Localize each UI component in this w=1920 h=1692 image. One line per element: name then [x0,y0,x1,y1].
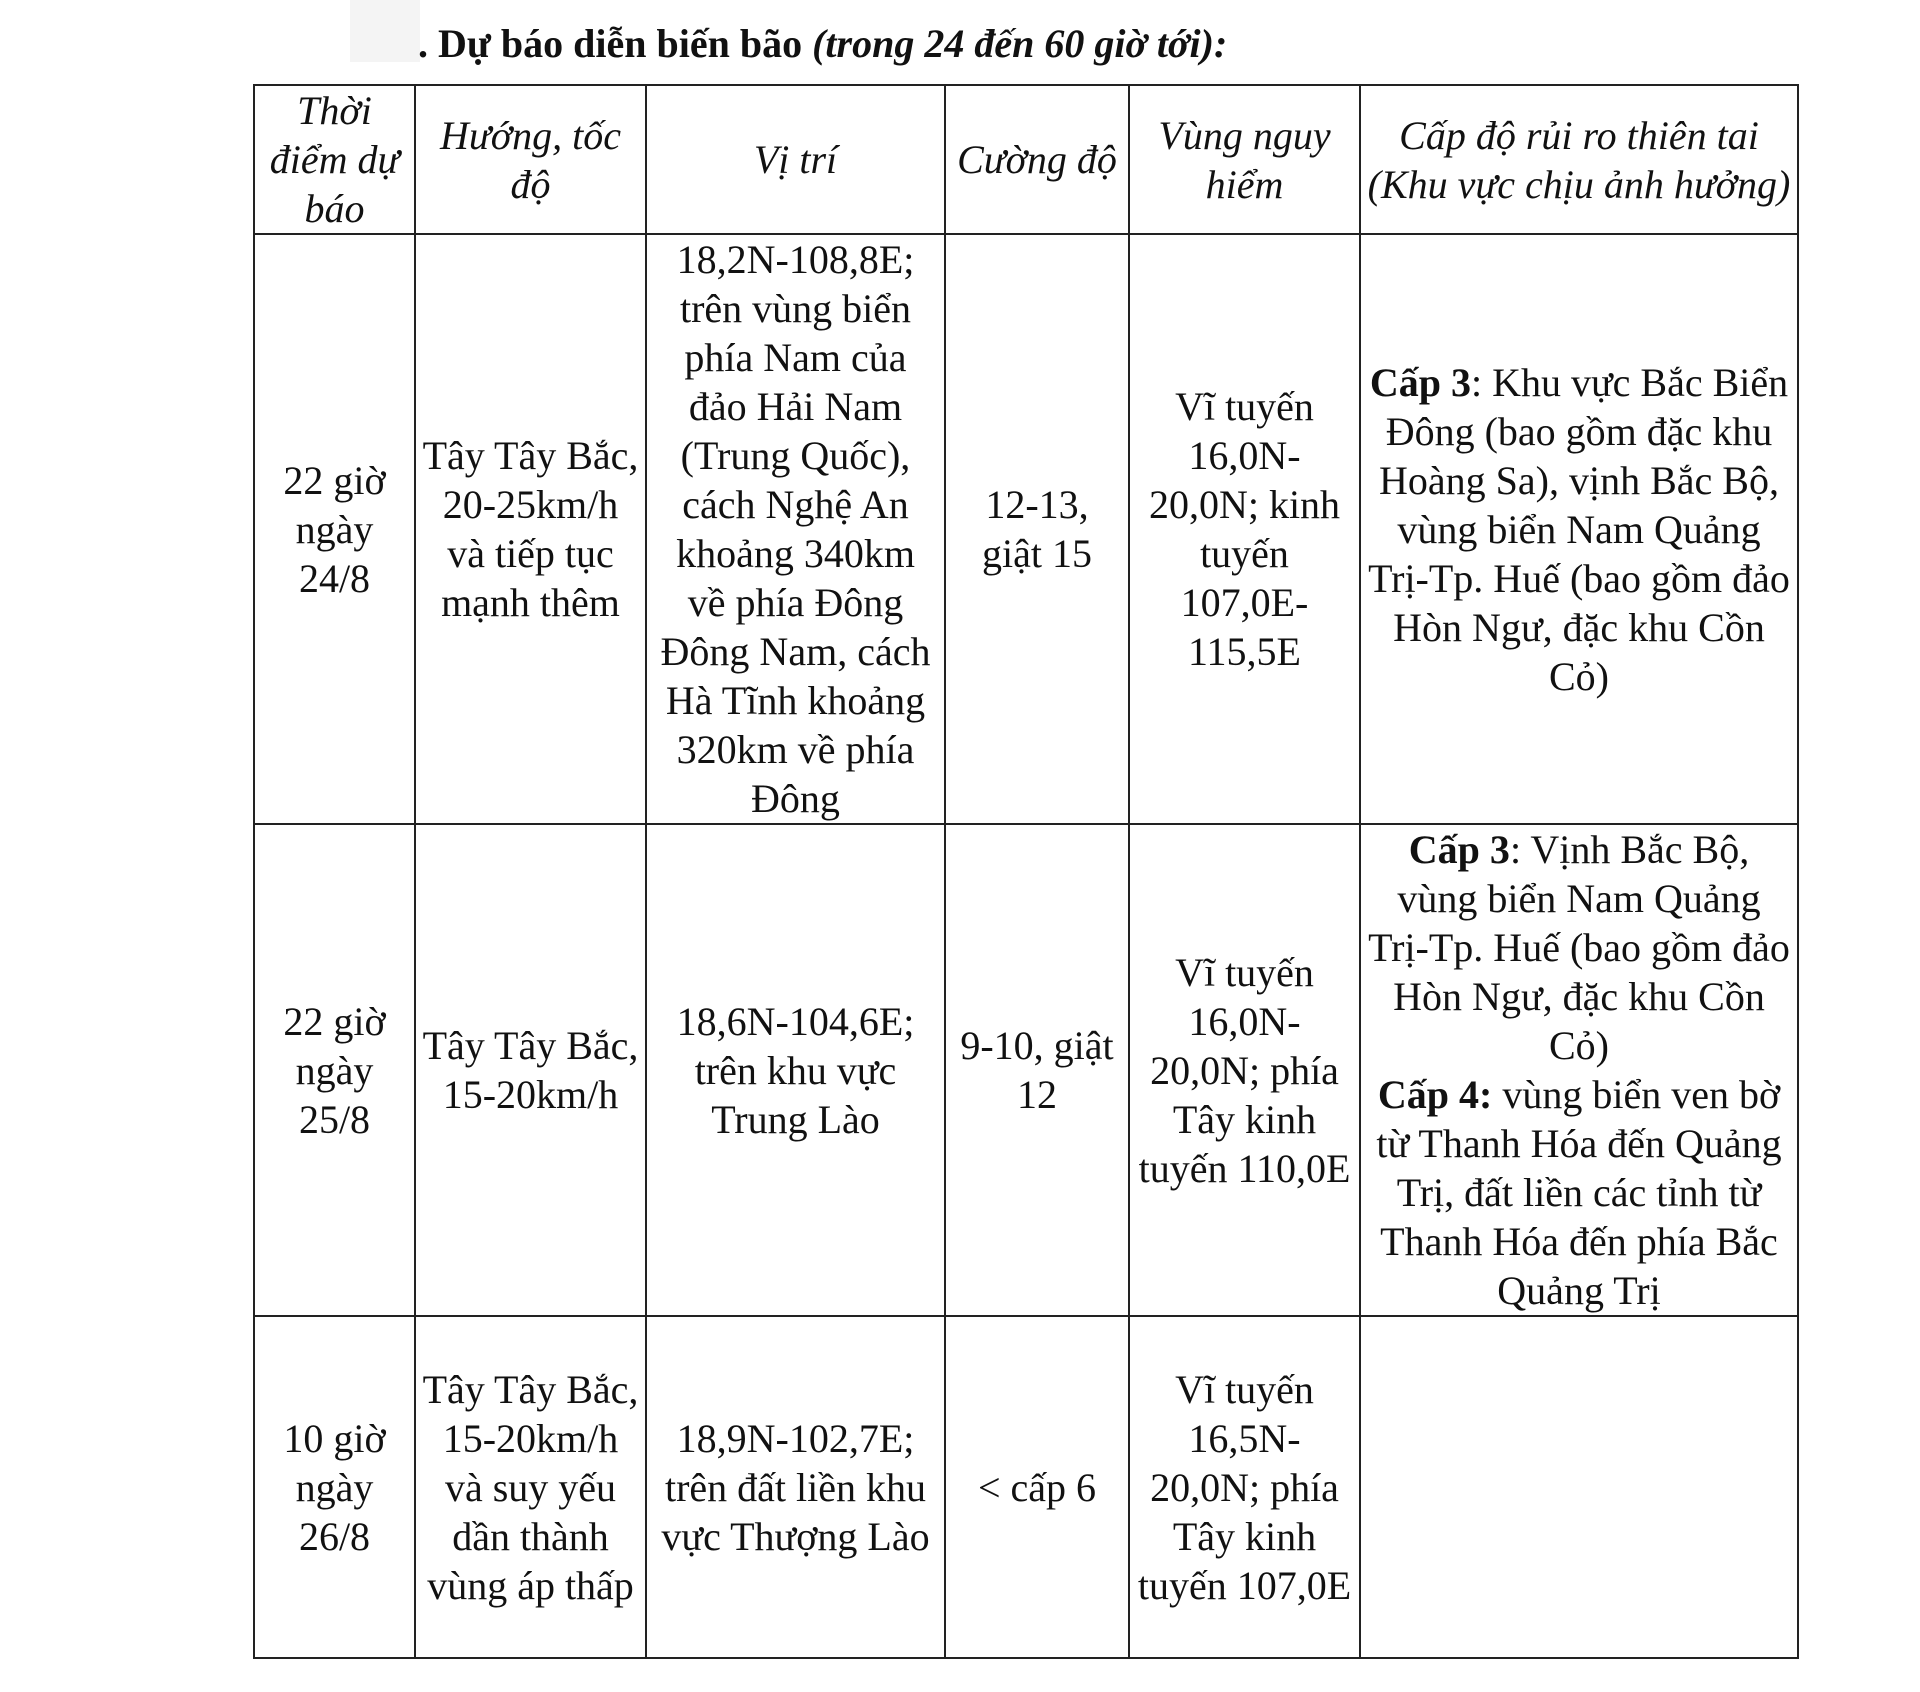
cell-danger-zone: Vĩ tuyến 16,0N-20,0N; kinh tuyến 107,0E-115,5E [1129,234,1360,824]
table-row [254,824,1798,1316]
cell-position: 18,6N-104,6E; trên khu vực Trung Lào [646,824,945,1316]
cell-position: 18,9N-102,7E; trên đất liền khu vực Thượng Lào [646,1316,945,1658]
header-danger-zone: Vùng nguy hiểm [1129,85,1360,234]
scan-smudge [350,0,420,62]
cell-danger-zone: Vĩ tuyến 16,5N-20,0N; phía Tây kinh tuyến 107,0E [1129,1316,1360,1658]
heading-italic-text: (trong 24 đến 60 giờ tới): [812,21,1228,66]
section-heading [418,18,1227,70]
cell-danger-zone: Vĩ tuyến 16,0N-20,0N; phía Tây kinh tuyến 110,0E [1129,824,1360,1316]
cell-risk [1360,1316,1798,1658]
risk-area: vùng biển ven bờ từ Thanh Hóa đến Quảng Trị, đất liền các tỉnh từ Thanh Hóa đến phía Bắc Quảng Trị [1376,1072,1782,1313]
cell-direction: Tây Tây Bắc, 15-20km/h [415,824,646,1316]
header-intensity: Cường độ [945,85,1129,234]
header-direction-speed: Hướng, tốc độ [415,85,646,234]
cell-risk [1360,234,1798,824]
risk-entry [1367,358,1791,701]
risk-area: : Vịnh Bắc Bộ, vùng biển Nam Quảng Trị-Tp. Huế (bao gồm đảo Hòn Ngư, đặc khu Cồn Cỏ) [1368,827,1790,1068]
cell-position: 18,2N-108,8E; trên vùng biển phía Nam của đảo Hải Nam (Trung Quốc), cách Nghệ An khoảng 340km về phía Đông Đông Nam, cách Hà Tĩnh khoảng 320km về phía Đông [646,234,945,824]
cell-intensity: < cấp 6 [945,1316,1129,1658]
cell-risk [1360,824,1798,1316]
cell-intensity: 9-10, giật 12 [945,824,1129,1316]
table-header-row [254,85,1798,234]
header-risk-level: Cấp độ rủi ro thiên tai (Khu vực chịu ảnh hưởng) [1360,85,1798,234]
header-forecast-time: Thời điểm dự báo [254,85,415,234]
table-row [254,1316,1798,1658]
heading-text: . Dự báo diễn biến bão [418,21,813,66]
risk-entry [1367,825,1791,1070]
table-row [254,234,1798,824]
risk-level: Cấp 3 [1408,827,1510,872]
cell-intensity: 12-13, giật 15 [945,234,1129,824]
storm-forecast-table [253,84,1799,1659]
cell-direction: Tây Tây Bắc, 15-20km/h và suy yếu dần thành vùng áp thấp [415,1316,646,1658]
risk-area: : Khu vực Bắc Biển Đông (bao gồm đặc khu Hoàng Sa), vịnh Bắc Bộ, vùng biển Nam Quảng Trị-Tp. Huế (bao gồm đảo Hòn Ngư, đặc khu Cồn Cỏ) [1368,359,1790,699]
risk-level: Cấp 3 [1369,359,1471,405]
cell-time: 22 giờ ngày 24/8 [254,234,415,824]
risk-entry [1367,1070,1791,1315]
cell-time: 10 giờ ngày 26/8 [254,1316,415,1658]
risk-level: Cấp 4: [1377,1072,1493,1117]
cell-time: 22 giờ ngày 25/8 [254,824,415,1316]
cell-direction: Tây Tây Bắc, 20-25km/h và tiếp tục mạnh thêm [415,234,646,824]
header-position: Vị trí [646,85,945,234]
